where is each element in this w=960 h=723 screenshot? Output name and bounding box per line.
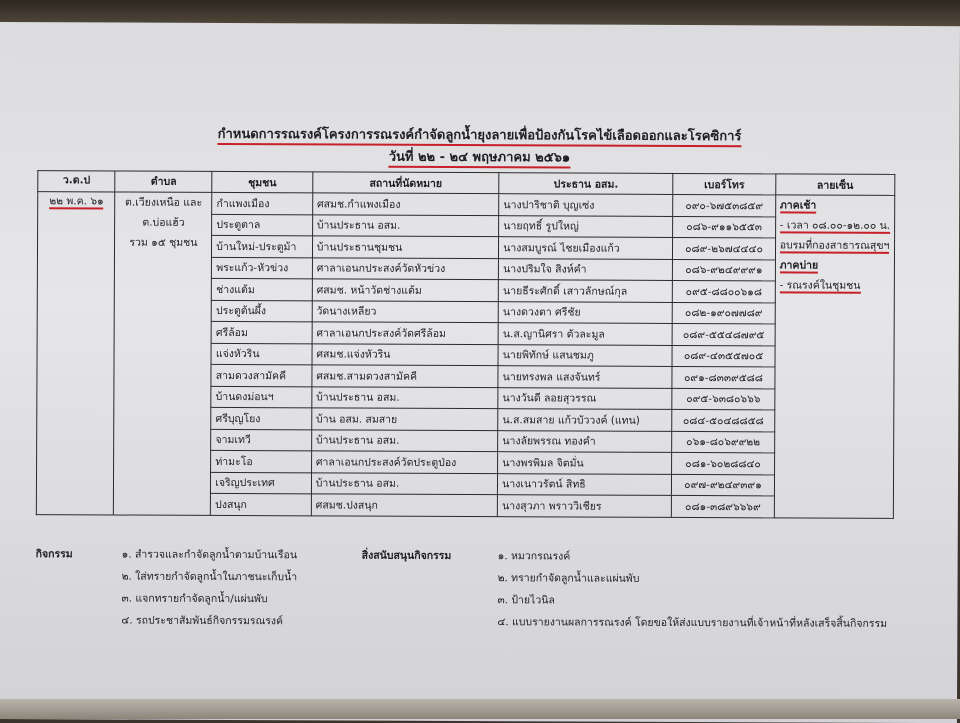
- header-signature: ลายเซ็น: [775, 174, 894, 196]
- community-cell: ศรีล้อม: [211, 321, 312, 343]
- community-cell: บ้านดงม่อนฯ: [211, 386, 312, 408]
- chairman-cell: นางลัยพรรณ ทองคำ: [498, 430, 672, 452]
- chairman-cell: นายพิทักษ์ แสนชมภู: [498, 344, 672, 366]
- community-cell: จามเทวี: [211, 429, 312, 451]
- phone-cell: ๐๘๙-๕๕๔๘๗๙๕: [672, 323, 774, 345]
- phone-cell: ๐๙๕-๘๘๐๐๖๑๘: [673, 280, 775, 302]
- community-cell: ประตูตาล: [212, 214, 313, 236]
- chairman-cell: นางสุวภา พราววิเชียร: [498, 495, 672, 517]
- activities-label-block: [36, 543, 73, 565]
- phone-cell: ๐๘๔-๕๐๔๘๘๕๘: [672, 409, 774, 431]
- place-cell: บ้านประธาน อสม.: [312, 386, 499, 408]
- place-cell: ศสมช.สามดวงสามัคคี: [312, 365, 499, 387]
- activities-list: [121, 544, 297, 633]
- supply-item: ๓. ป้ายไวนิล: [497, 594, 555, 607]
- community-cell: แจ่งหัวริน: [211, 343, 312, 365]
- activity-item: ๑. สำรวจและกำจัดลูกน้ำตามบ้านเรือน: [121, 548, 298, 562]
- chairman-cell: นางดวงตา ศรีชัย: [498, 301, 672, 323]
- phone-cell: ๐๘๒-๑๙๐๗๗๘๙: [673, 302, 775, 324]
- place-cell: บ้านประธานชุมชน: [312, 236, 499, 258]
- place-cell: ศาลาเอนกประสงค์วัดประตูป่อง: [311, 451, 498, 473]
- chairman-cell: นายทรงพล แสงจันทร์: [498, 366, 672, 388]
- community-cell: ประตูต้นผึ้ง: [211, 300, 312, 322]
- supply-item: ๒. ทรายกำจัดลูกน้ำและแผ่นพับ: [497, 572, 640, 585]
- chairman-cell: นายธีระศักดิ์ เสาวลักษณ์กุล: [498, 280, 672, 302]
- community-cell: ท่ามะโอ: [211, 450, 312, 472]
- supply-item: ๑. หมวกรณรงค์: [497, 550, 571, 563]
- subdistrict-cell: [114, 192, 212, 515]
- community-cell: สามดวงสามัคคี: [211, 364, 312, 386]
- place-cell: บ้านประธาน อสม.: [311, 429, 498, 451]
- date-cell: [36, 192, 115, 515]
- document-title: กำหนดการรณรงค์โครงการรณรงค์กำจัดลูกน้ำยุงลายเพื่อป้องกันโรคไข้เลือดออกและโรคซิการ์: [0, 122, 960, 147]
- chairman-cell: นางพรพิมล จิตมั่น: [498, 452, 672, 474]
- subdistrict-line: ต.เวียงเหนือ และ: [125, 196, 203, 209]
- phone-cell: ๐๘๖-๙๑๑๖๕๕๓: [673, 216, 775, 238]
- schedule-table: [36, 170, 895, 518]
- community-cell: เจริญประเทศ: [211, 472, 312, 494]
- afternoon-label: ภาคบ่าย: [779, 259, 819, 272]
- phone-cell: ๐๘๙-๔๓๕๕๗๐๕: [672, 345, 774, 367]
- supply-item: ๔. แบบรายงานผลการรณรงค์ โดยขอให้ส่งแบบรายงานที่เจ้าหน้าที่หลังเสร็จสิ้นกิจกรรม: [497, 616, 888, 630]
- place-cell: ศาลาเอนกประสงค์วัดหัวข่วง: [312, 257, 499, 279]
- community-cell: ปงสนุก: [211, 493, 312, 515]
- phone-cell: ๐๘๑-๓๘๙๖๖๖๙: [672, 495, 774, 517]
- place-cell: ศสมช.แจ่งหัวริน: [312, 343, 499, 365]
- chairman-cell: นางปริมใจ สิงห์คำ: [499, 258, 673, 280]
- phone-cell: ๐๙๑-๘๓๓๙๕๘๘: [672, 366, 774, 388]
- phone-cell: ๐๘๙-๒๖๗๔๔๔๐: [673, 237, 775, 259]
- supplies-list: [497, 545, 887, 635]
- place-cell: ศสมช.ปงสนุก: [311, 494, 498, 516]
- header-community: ชุมชน: [212, 171, 313, 192]
- header-date: ว.ด.ป: [38, 171, 116, 192]
- document-page: [0, 22, 960, 723]
- place-cell: ศสมช.กำแพงเมือง: [312, 193, 499, 215]
- phone-cell: ๐๙๐-๖๗๕๓๘๕๙: [673, 194, 775, 216]
- document-date-range: วันที่ ๒๒ - ๒๔ พฤษภาคม ๒๕๖๑: [0, 144, 959, 169]
- desk-bottom: [0, 699, 960, 719]
- header-chairman: ประธาน อสม.: [499, 173, 673, 195]
- place-cell: ศสมช. หน้าวัดช่างแต้ม: [312, 279, 499, 301]
- community-cell: ศรีบุญโยง: [211, 407, 312, 429]
- header-place: สถานที่นัดหมาย: [313, 172, 500, 194]
- chairman-cell: น.ส.สมสาย แก้วบัววงค์ (แทน): [498, 409, 672, 431]
- supplies-label: สิ่งสนับสนุนกิจกรรม: [361, 549, 452, 562]
- activity-item: ๓. แจกทรายกำจัดลูกน้ำ/แผ่นพับ: [121, 592, 268, 606]
- chairman-cell: นายฤทธิ์ รูปใหญ่: [499, 215, 673, 237]
- activity-item: ๒. ใส่ทรายกำจัดลูกน้ำในภาชนะเก็บน้ำ: [121, 570, 298, 584]
- chairman-cell: น.ส.ญานิศรา ตัวละมูล: [498, 323, 672, 345]
- phone-cell: ๐๙๗-๙๒๔๙๓๙๑: [672, 474, 774, 496]
- place-cell: บ้าน อสม. สมสาย: [312, 408, 499, 430]
- chairman-cell: นางเนาวรัตน์ สิทธิ: [498, 473, 672, 495]
- header-phone: เบอร์โทร: [673, 173, 775, 194]
- signature-cell: [774, 195, 895, 518]
- table-row: [38, 192, 895, 217]
- place-cell: ศาลาเอนกประสงค์วัดศรีล้อม: [312, 322, 499, 344]
- place-cell: บ้านประธาน อสม.: [312, 214, 499, 236]
- schedule-date: ๒๒ พ.ค. ๖๑: [49, 195, 104, 208]
- community-cell: ช่างแต้ม: [212, 278, 313, 300]
- chairman-cell: นางสมบูรณ์ ไชยเมืองแก้ว: [499, 237, 673, 259]
- phone-cell: ๐๘๖-๙๒๔๙๙๙๑: [673, 259, 775, 281]
- table-header-row: [38, 171, 895, 196]
- phone-cell: ๐๙๕-๖๓๘๐๖๖๖: [672, 388, 774, 410]
- header-subdistrict: ตำบล: [115, 171, 212, 192]
- community-cell: พระแก้ว-หัวข่วง: [212, 257, 313, 279]
- activities-label: กิจกรรม: [35, 548, 73, 561]
- community-cell: กำแพงเมือง: [212, 192, 313, 214]
- place-cell: บ้านประธาน อสม.: [311, 472, 498, 494]
- chairman-cell: นางวันดี ลอยสุวรรณ: [498, 387, 672, 409]
- subdistrict-line: รวม ๑๕ ชุมชน: [129, 236, 198, 249]
- community-cell: บ้านใหม่-ประตูม้า: [212, 235, 313, 257]
- morning-label: ภาคเช้า: [779, 199, 817, 212]
- morning-activity: อบรมที่กองสาธารณสุขฯ: [779, 239, 890, 252]
- morning-time: - เวลา ๐๘.๐๐-๑๒.๐๐ น.: [779, 219, 891, 232]
- activity-item: ๔. รถประชาสัมพันธ์กิจกรรมรณรงค์: [121, 614, 284, 628]
- place-cell: วัดนางเหลียว: [312, 300, 499, 322]
- phone-cell: ๐๖๑-๘๐๖๙๙๒๒: [672, 431, 774, 453]
- subdistrict-line: ต.บ่อแฮ้ว: [142, 216, 185, 229]
- chairman-cell: นางปาริชาติ บุญเซ่ง: [499, 194, 673, 216]
- afternoon-activity: - รณรงค์ในชุมชน: [779, 279, 861, 292]
- supplies-label-block: [362, 545, 452, 567]
- phone-cell: ๐๘๑-๖๐๒๘๘๔๐: [672, 452, 774, 474]
